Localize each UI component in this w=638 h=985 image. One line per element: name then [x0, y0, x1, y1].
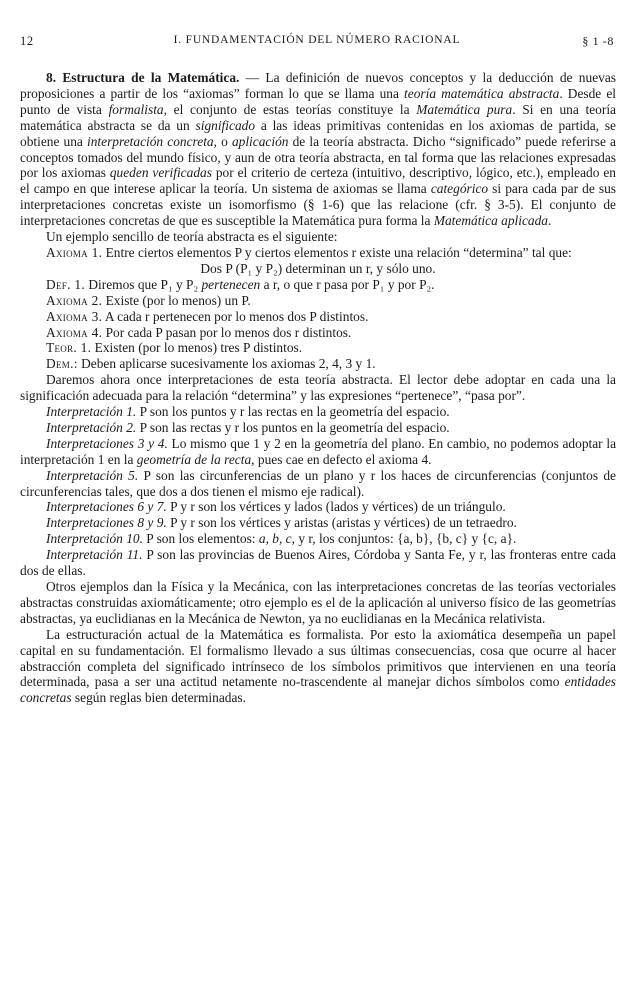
interpretation-1: Interpretación 1. P son los puntos y r las rectas en la geometría del espacio.	[46, 404, 450, 420]
interpretation-6-7: Interpretaciones 6 y 7. P y r son los vértices y lados (lados y vértices) de un triángulo.	[46, 499, 506, 515]
axiom-1: Axioma 1. Entre ciertos elementos P y ciertos elementos r existe una relación “determina” tal que:	[46, 244, 572, 260]
theorem-1-label: Teor. 1.	[46, 340, 92, 356]
section-heading: 8. Estructura de la Matemática.	[46, 70, 240, 85]
theorem-1: Teor. 1. Existen (por lo menos) tres P distintos.	[46, 340, 303, 356]
axiom-1-label: Axioma 1.	[46, 244, 103, 260]
interpretation-5-label: Interpretación 5.	[46, 467, 139, 483]
running-title: I. FUNDAMENTACIÓN DEL NÚMERO RACIONAL	[173, 34, 461, 46]
interpretation-10: Interpretación 10. P son los elementos: a, b, c, y r, los conjuntos: {a, b}, {b, c} y {c, a}.	[46, 531, 517, 547]
demonstration: Dem.: Deben aplicarse sucesivamente los axiomas 2, 4, 3 y 1.	[46, 356, 376, 372]
interpretation-6-7-label: Interpretaciones 6 y 7.	[46, 499, 167, 515]
interpretation-3-4: Interpretaciones 3 y 4. Lo mismo que 1 y 2 en la geometría del plano. En cambio, no podemos adoptar la interpretación 1 en la geometría de la recta, pues cae en defecto el axioma 4.	[20, 435, 617, 467]
section-reference: § 1 -8	[582, 34, 614, 48]
interpretation-11: Interpretación 11. P son las provincias de Buenos Aires, Córdoba y Santa Fe, y r, las fronteras entre cada dos de ellas.	[20, 547, 616, 579]
interpretation-2-label: Interpretación 2.	[46, 419, 137, 435]
paragraph-interpretations-intro: Daremos ahora once interpretaciones de esta teoría abstracta. El lector debe adoptar en cada una la significación adecuada para la relación “determina” y las expresiones “pertenece”, “pasa por”.	[20, 372, 616, 404]
interpretation-3-4-label: Interpretaciones 3 y 4.	[46, 435, 168, 451]
definition-1-label: Def. 1.	[46, 276, 86, 292]
running-header	[20, 34, 614, 52]
axiom-4: Axioma 4. Por cada P pasan por lo menos dos r distintos.	[46, 324, 352, 340]
axiom-2: Axioma 2. Existe (por lo menos) un P.	[46, 292, 251, 308]
interpretation-11-label: Interpretación 11.	[46, 547, 143, 563]
interpretation-5: Interpretación 5. P son las circunferencias de un plano y r los haces de circunferencias (conjuntos de circunferencias tales, que dos a dos tienen el mismo eje radical).	[20, 467, 616, 499]
interpretation-8-9-label: Interpretaciones 8 y 9.	[46, 515, 167, 531]
paragraph-estructura: 8. Estructura de la Matemática. — La definición de nuevos conceptos y la deducción de nuevas proposiciones a partir de los “axiomas” forman lo que se llama una teoría matemática abstracta. Desde el punto de vista formalista, el conjunto de estas teorías constituye la Matemática pura. Si en una teoría matemática abstracta se da un significado a las ideas primitivas contenidas en los axiomas de partida, se obtiene una interpretación concreta, o aplicación de la teoría abstracta. Dicho “significado” puede referirse a conceptos tomados del mundo físico, y aun de otra teoría abstracta, en tal forma que las relaciones expresadas por los axiomas queden verificadas por el criterio de certeza (intuitivo, descriptivo, lógico, etc.), empleado en el campo en que interese aplicar la teoría. Un sistema de axiomas se llama categórico si para cada par de sus interpretaciones concretas existe un isomorfismo (§ 1-6) que las relacione (cfr. § 3-5). El conjunto de interpretaciones concretas de que es susceptible la Matemática pura forma la Matemática aplicada.	[20, 70, 617, 229]
page-body	[20, 70, 616, 706]
axiom-3-label: Axioma 3.	[46, 308, 103, 324]
axiom-1-statement: Dos P (P₁ y P₂) determinan un r, y sólo uno.	[200, 260, 436, 276]
interpretation-10-label: Interpretación 10.	[46, 531, 143, 547]
paragraph-example-intro: Un ejemplo sencillo de teoría abstracta es el siguiente:	[46, 229, 338, 245]
demonstration-label: Dem.:	[46, 356, 78, 372]
interpretation-1-label: Interpretación 1.	[46, 404, 137, 420]
paragraph-formalism: La estructuración actual de la Matemática es formalista. Por esto la axiomática desempeña un papel capital en su fundamentación. El formalismo llevado a sus últimas consecuencias, cosa que ocurre al hacer abstracción completa del significado intrínseco de los símbolos primitivos que intervienen en una teoría determinada, pasa a ser una actitud netamente no-trascendente al manejar dichos símbolos como entidades concretas según reglas bien determinadas.	[20, 626, 616, 706]
paragraph-other-examples: Otros ejemplos dan la Física y la Mecánica, con las interpretaciones concretas de las teorías vectoriales abstractas construidas axiomáticamente; otro ejemplo es el de la aplicación al universo físico de las geometrías abstractas, ya euclidianas en la Mecánica de Newton, ya no euclidianas en la Mecánica relativista.	[20, 579, 616, 626]
definition-1: Def. 1. Diremos que P₁ y P₂ pertenecen a r, o que r pasa por P₁ y por P₂.	[46, 276, 435, 292]
axiom-3: Axioma 3. A cada r pertenecen por lo menos dos P distintos.	[46, 308, 369, 324]
page-number: 12	[20, 34, 34, 48]
axiom-2-label: Axioma 2.	[46, 292, 103, 308]
interpretation-2: Interpretación 2. P son las rectas y r los puntos en la geometría del espacio.	[46, 419, 450, 435]
interpretation-8-9: Interpretaciones 8 y 9. P y r son los vértices y aristas (aristas y vértices) de un tetraedro.	[46, 515, 517, 531]
axiom-4-label: Axioma 4.	[46, 324, 103, 340]
